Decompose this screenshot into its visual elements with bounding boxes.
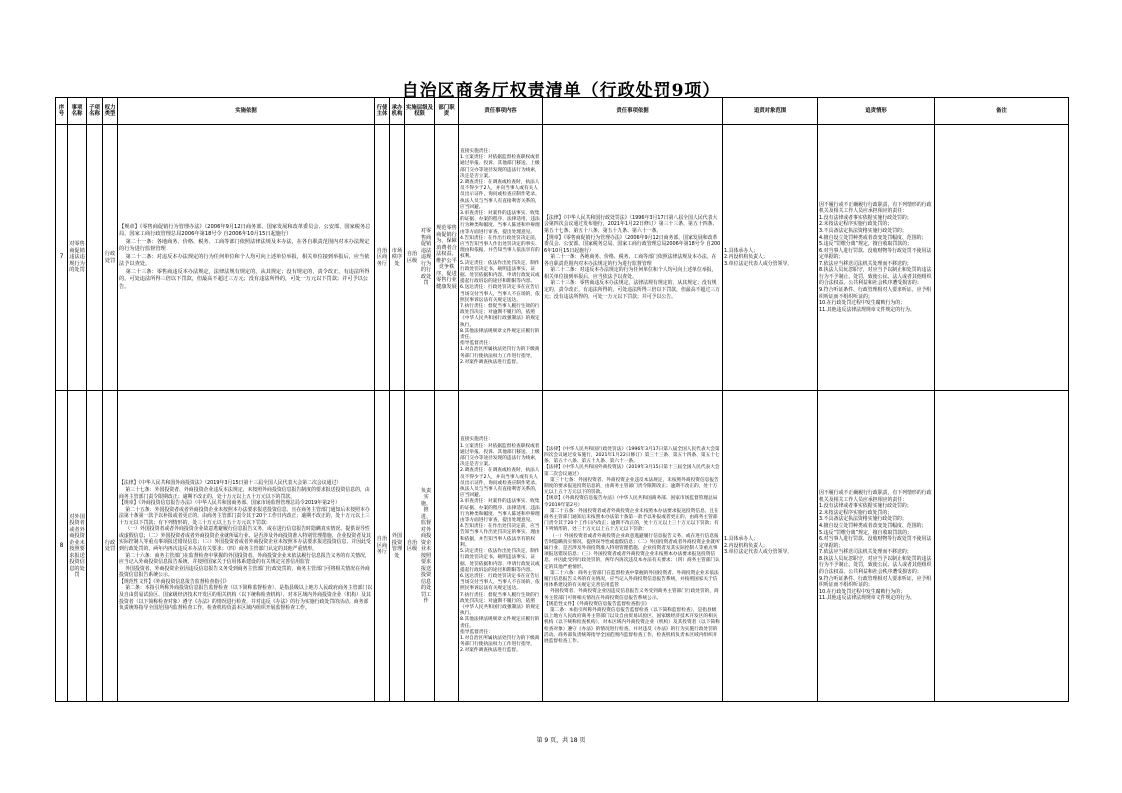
- row-content: 直接实施责任： 1.立案责任：对依据监督检查职权或者通过举报、投诉、其他部门移送、上级部门交办等途径发现的违法行为线索，决定是否立案。 2.调查责任：在调查或检查时，执法人员不得少于2人，并向当事人或有关人员出示证件，询问或检查应制作笔录。执法人员与当事人有直接利害关系的，应当回避。 3.审查责任：对案件的违法事实、收集的证据、办案的程序、法律适用、违法行为种类和幅度、当事人陈述和申辩理由等方面进行审查，提出处理意见。 4.告知责任：在作出处罚决定前，应当告知当事人作出处罚决定的事实、理由和依据，并告知当事人依法享有的权利。 5.决定责任：依法作出处罚决定，制作行政处罚决定书，载明违法事实、证据、处罚依据和内容、申请行政复议或提起行政诉讼的途径和期限等内容。 6.送达责任：行政处罚决定书在宣告后当场交付当事人，当事人不在场的，依照民事诉讼法有关规定送达。 7.执行责任：督促当事人履行生效的行政处罚决定；对逾期不履行的，依照《中华人民共和国行政强制法》的规定执行。 8.其他法律法规规章文件规定应履行的责任。 指导监督责任： 1.对自治区所属执法处罚行为的下级商务部门行使执法权力工作进行指导。 2.对案件调查执法进行监督。: [459, 391, 543, 702]
- row-dept-duty-short: 对零售商促销违法违规行为的行政处罚: [420, 228, 432, 287]
- row-remarks: [935, 391, 1069, 702]
- row-basis: 【法律】《中华人民共和国外商投资法》（2019年3月15日第十三届全国人民代表大会第二次会议通过） 第三十七条：外国投资者、外商投资企业违反本法规定，未按照外商投资信息报告制度的要求报送投资信息的，由商务主管部门责令限期改正；逾期不改正的，处十万元以上五十万元以下的罚款。 【规章】《外商投资信息报告办法》（中华人民共和国商务部、国家市场监督管理总局令2019年第2号） 第二十五条：外国投资者或者外商投资企业未按照本办法要求报送投资信息，且在商务主管部门通知后未按照本办法第十条第一款予以补报或者更正的，由商务主管部门责令其于20个工作日内改正；逾期不改正的，处十万元以上三十万元以下罚款；有下列情形的，处三十万元以上五十万元以下罚款： （一）外国投资者或者外商投资企业故意逃避履行信息报告义务，或在进行信息报告时隐瞒真实情况、提供误导性或虚假信息；（二）外国投资者或者外商投资企业就所属行业、是否涉及外商投资准入特别管理措施、企业投资者及其实际控制人等重点事项报送错误信息；（三）外国投资者或者外商投资企业未按照本办法要求报送投资信息，并因此受到行政处罚的，两年内再次违反本办法有关要求；（四）商务主管部门认定的其他严重情形。 第二十六条：商务主管部门在监督检查中掌握的外国投资者、外商投资企业未依法履行信息报告义务的有关情况，应当记入外商投资信息报告系统，并按照国家关于信用体系建设的有关规定完善信用监管 外国投资者、外商投资企业因违反信息报告义务受到商务主管部门行政处罚的，商务主管部门可将相关情况在外商投资信息报告系统公示。 【规范性文件】《外商投资信息报告监督检查指引》 第二条：本指引所称外商投资信息报告监督检查（以下简称监督检查），是指县级以上地方人民政府商务主管部门以及自由贸易试验区、国家级经济技术开发区的相关机构（以下统称检查机构），对本区域内外商投资企业（机构）及其投资者（以下简称检查对象）遵守《办法》的情况进行检查，并对违反《办法》的行为实施行政处罚的活动。商务部负责统筹指导全国范围内监督检查工作，检查机构负责本区域内组织开展监督检查工作。: [118, 391, 375, 702]
- page-title: 自治区商务厅权责清单（行政处罚9项）: [401, 81, 721, 101]
- row-level: [405, 391, 435, 702]
- row-no: 8: [56, 391, 68, 702]
- header-item-name: 事项名称: [68, 98, 87, 125]
- row-power-type: 行政处罚: [103, 125, 118, 391]
- row-dept-duty: 规范零售商促销行为，保障消费者合法权益，维护公平竞争秩序，促进零售行业健康发展: [435, 125, 459, 391]
- header-resp-basis: 责任事项依据: [543, 98, 723, 125]
- row-item-name: 对外国投资者或者外商投资企业未按照要求报送投资信息的处罚: [68, 391, 87, 702]
- table-header-row: [56, 98, 1069, 125]
- row-no: 7: [56, 125, 68, 391]
- row-target: 1.具体承办人； 2.内设机构负责人； 3.单位法定代表人或分管领导。: [723, 391, 818, 702]
- row-resp-basis: 【法律】《中华人民共和国行政处罚法》（1996年3月17日第八届全国人民代表大会第四次会议通过发布施行，2021年1月22日修订）第三十三条、第五十四条、第五十七条、第五十八条、第五十九条、第六十一条。 【法律】《中华人民共和国外商投资法》（2019年3月15日第十三届全国人民代表大会第二次会议通过） 第三十七条：外国投资者、外商投资企业违反本法规定，未按照外商投资信息报告制度的要求报送投资信息的，由商务主管部门责令限期改正；逾期不改正的，处十万元以上五十万元以下的罚款。 【规章】《外商投资信息报告办法》（中华人民共和国商务部、国家市场监督管理总局令2019年第2号） 第二十五条：外国投资者或者外商投资企业未按照本办法要求报送投资信息，且在商务主管部门通知后未按照本办法第十条第一款予以补报或者更正的，由商务主管部门责令其于20个工作日内改正；逾期不改正的，处十万元以上三十万元以下罚款；有下列情形的，处三十万元以上五十万元以下罚款： （一）外国投资者或者外商投资企业故意逃避履行信息报告义务，或在进行信息报告时隐瞒真实情况、提供误导性或虚假信息；（二）外国投资者或者外商投资企业就所属行业、是否涉及外商投资准入特别管理措施、企业投资者及其实际控制人等重点事项报送错误信息；（三）外国投资者或者外商投资企业未按照本办法要求报送投资信息，并因此受到行政处罚的，两年内再次违反本办法有关要求；（四）商务主管部门认定的其他严重情形。 第二十六条：商务主管部门在监督检查中掌握的外国投资者、外商投资企业未依法履行信息报告义务的有关情况，应当记入外商投资信息报告系统，并按照国家关于信用体系建设的有关规定完善信用监管 外国投资者、外商投资企业因违反信息报告义务受到商务主管部门行政处罚的，商务主管部门可将相关情况在外商投资信息报告系统公示。 【规范性文件】《外商投资信息报告监督检查指引》 第二条：本指引所称外商投资信息报告监督检查（以下简称监督检查），是指县级以上地方人民政府商务主管部门以及自由贸易试验区、国家级经济技术开发区的相关机构（以下统称检查机构），对本区域内外商投资企业（机构）及其投资者（以下简称检查对象）遵守《办法》的情况进行检查，并对违反《办法》的行为实施行政处罚的活动。商务部负责统筹指导全国范围内监督检查工作，检查机构负责本区域内组织开展监督检查工作。: [543, 391, 723, 702]
- header-level: 实施层级及权限: [405, 98, 435, 125]
- header-organ: 承办机构: [390, 98, 405, 125]
- row-situations: 因不履行或不正确履行行政职责，有下列情形的行政机关及相关工作人员应承担相应的责任： 1.没有法律或者事实依据实施行政处罚的； 2.未按法定程序实施行政处罚的； 3.不具备法定执法资格实施行政处罚的； 4.擅自设立处罚种类或者改变处罚幅度、范围的； 5.违反“罚缴分离”规定，擅自收取罚款的； 6.对当事人进行罚款、没收财物等行政处罚不使用法定单据的； 7.依法应当移送司法机关处理而不移送的； 8.执法人员玩忽职守，对应当予以制止和处罚的违法行为不予制止、处罚，致使公民、法人或者其他组织的合法权益、公共利益和社会秩序遭受损害的； 9.符合听证条件、行政管理相对人要求听证，应予组织听证而不组织听证的； 10.在行政处罚过程中发生腐败行为的； 11.其他违反法律法规规章文件规定的行为。: [818, 391, 935, 702]
- header-basis: 实施依据: [118, 98, 375, 125]
- row-situations: 因不履行或不正确履行行政职责，有下列情形的行政机关及相关工作人员应承担相应的责任： 1.没有法律或者事实依据实施行政处罚的； 2.未按法定程序实施行政处罚的； 3.不具备法定执法资格实施行政处罚的； 4.擅自设立处罚种类或者改变处罚幅度、范围的； 5.违反“罚缴分离”规定，擅自收取罚款的； 6.对当事人进行罚款、没收财物等行政处罚不使用法定单据的； 7.依法应当移送司法机关处理而不移送的； 8.执法人员玩忽职守，对应当予以制止和处罚的违法行为不予制止、处罚，致使公民、法人或者其他组织的合法权益、公共利益和社会秩序遭受损害的； 9.符合听证条件、行政管理相对人要求听证，应予组织听证而不组织听证的； 10.在行政处罚过程中发生腐败行为的； 11.其他违反法律法规规章文件规定的行为。: [818, 125, 935, 391]
- row-target: 1.具体承办人； 2.内设机构负责人； 3.单位法定代表人或分管领导。: [723, 125, 818, 391]
- header-power-type: 权力类型: [103, 98, 118, 125]
- row-remarks: [935, 125, 1069, 391]
- row-dept-duty: [435, 391, 459, 702]
- header-content: 责任事项内容: [459, 98, 543, 125]
- duty-list-table: [55, 97, 1069, 702]
- table-row: [56, 391, 1069, 702]
- header-target: 追责对象范围: [723, 98, 818, 125]
- row-item-name: 对零售商促销违法违规行为的处罚: [68, 125, 87, 391]
- page-footer: 第 9 页，共 18 页: [536, 737, 586, 744]
- table-row: [56, 125, 1069, 391]
- header-situations: 追责情形: [818, 98, 935, 125]
- header-subject: 行使主体: [375, 98, 390, 125]
- row-power-type: 行政处罚: [103, 391, 118, 702]
- row-sub-item: [87, 125, 103, 391]
- row-dept-duty-short: 负责实施、推进、监督对外商投资企业未按照要求报送投资信息的处罚工作: [420, 487, 432, 604]
- row-content: 直接实施责任： 1.立案责任：对依据监督检查职权或者通过举报、投诉、其他部门移送、上级部门交办等途径发现的违法行为线索，决定是否立案。 2.调查责任：在调查或检查时，执法人员不得少于2人，并向当事人或有关人员出示证件，询问或检查应制作笔录。执法人员与当事人有直接利害关系的，应当回避。 3.审查责任：对案件的违法事实、收集的证据、办案的程序、法律适用、违法行为种类和幅度、当事人陈述和申辩理由等方面进行审查，提出处理意见。 4.告知责任：在作出行政处罚决定前，应当告知当事人作出处罚决定的事实、理由和依据，并告知当事人依法享有的权利。 5.决定责任：依法作出处罚决定，制作行政处罚决定书，载明违法事实、证据、处罚依据和内容、申请行政复议或提起行政诉讼的途径和期限等内容。 6.送达责任：行政处罚决定书在宣告后当场交付当事人，当事人不在场的，依照民事诉讼法有关规定送达。 7.执行责任：督促当事人履行生效的行政处罚决定；对逾期不履行的，依照《中华人民共和国行政强制法》的规定执行。 8.其他法律法规规章文件规定应履行的责任。 指导监督责任： 1.对自治区所属执法处罚行为的下级商务部门行使执法权力工作进行指导。 2.对案件调查执法进行监督。: [459, 125, 543, 391]
- row-level-text: 自治区级: [406, 539, 418, 552]
- row-level: [405, 125, 435, 391]
- header-remarks: 备注: [935, 98, 1069, 125]
- header-sub-item: 子项名称: [87, 98, 103, 125]
- row-level-text: 自治区级: [406, 251, 418, 264]
- row-sub-item: [87, 391, 103, 702]
- row-subject: 自治区商务厅: [375, 391, 390, 702]
- header-no: 序号: [56, 98, 68, 125]
- row-resp-basis: 【法律】《中华人民共和国行政处罚法》（1996年3月17日第八届全国人民代表大会第四次会议通过发布施行，2021年1月22日修订）第三十三条、第五十四条、第五十七条、第五十八条、第五十九条、第六十一条。 【规章】《零售商促销行为管理办法》（2006年9月12日商务部、国家发展和改革委员会、公安部、国家税务总局、国家工商行政管理总局2006年第18号令 自2006年10月15日起施行） 第二十一条：各地商务、价格、税务、工商等部门依照法律法规及本办法，在各自职责范围内对本办法规定的行为进行监督管理 第二十二条：对违反本办法规定的行为任何单位和个人均可向上述单位举报，相关单位接到举报后，应当依法予以查处。 第二十三条：零售商违反本办法规定，法律法规有规定的，从其规定；没有规定的，责令改正，有违法所得的，可处违法所得三倍以下罚款，但最高不超过三万元；没有违法所得的，可处一万元以下罚款；并可予以公告。: [543, 125, 723, 391]
- row-basis: 【规章】《零售商促销行为管理办法》（2006年9月12日商务部、国家发展和改革委员会、公安部、国家税务总局、国家工商行政管理总局2006年第18号令 自2006年10月15日起施行） 第二十一条：各地商务、价格、税务、工商等部门依照法律法规及本办法，在各自职责范围内对本办法规定的行为进行监督管理 第二十二条：对违反本办法规定的行为任何单位和个人均可向上述单位举报，相关单位接到举报后，应当依法予以查处。 第二十三条：零售商违反本办法规定，法律法规有规定的，从其规定；没有规定的，责令改正，有违法所得的，可处违法所得三倍以下罚款，但最高不超过三万元；没有违法所得的，可处一万元以下罚款；并可予以公告。: [118, 125, 375, 391]
- row-organ: 市场秩序处: [390, 125, 405, 391]
- header-dept-duty: 部门职责: [435, 98, 459, 125]
- row-subject: 自治区商务厅: [375, 125, 390, 391]
- row-organ: 外国投资管理处: [390, 391, 405, 702]
